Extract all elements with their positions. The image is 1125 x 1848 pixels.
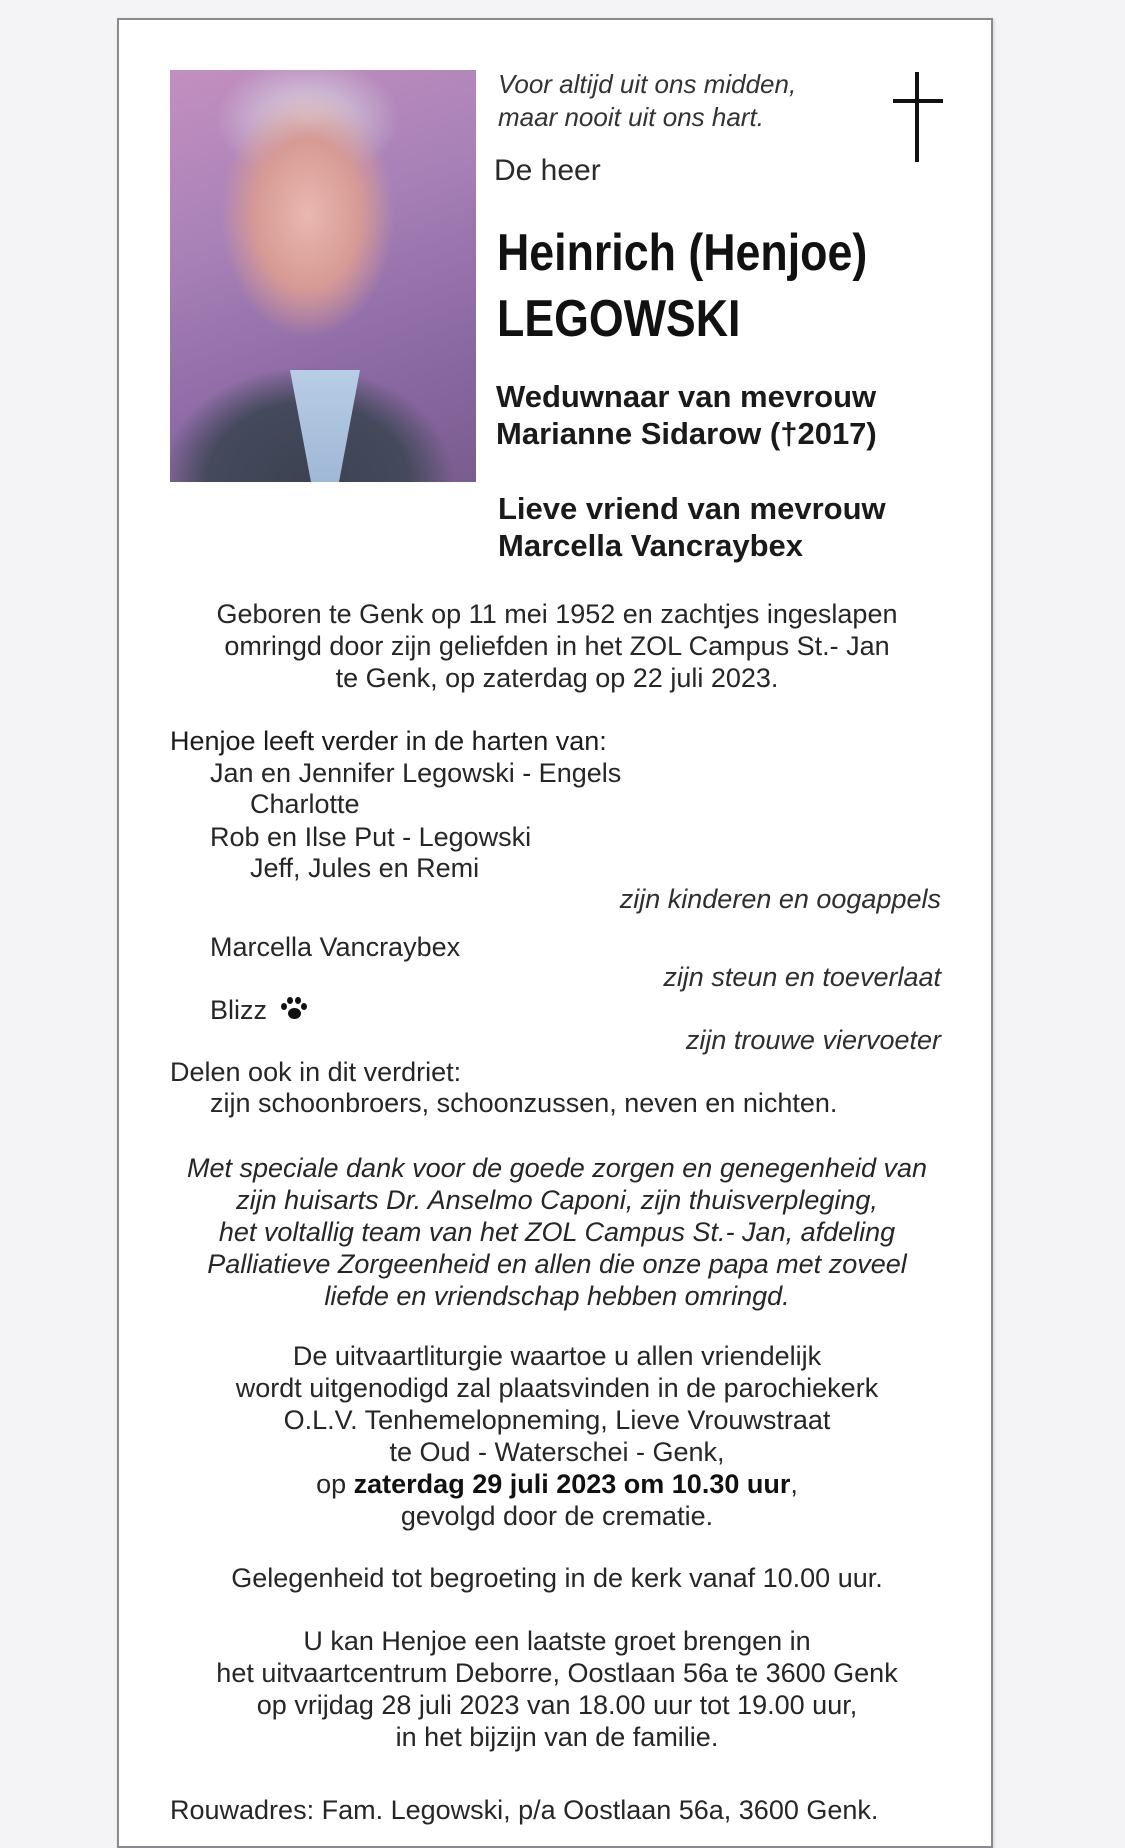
liturgy-line-2: wordt uitgenodigd zal plaatsvinden in de parochiekerk — [235, 1373, 879, 1403]
mourning-address: Rouwadres: Fam. Legowski, p/a Oostlaan 56a, 3600 Genk. — [170, 1795, 879, 1825]
last-name: LEGOWSKI — [497, 290, 741, 348]
born-line-3: te Genk, op zaterdag op 22 juli 2023. — [335, 663, 779, 693]
birth-death-text — [119, 598, 995, 694]
thanks-line-3: het voltallig team van het ZOL Campus St.- Jan, afdeling — [218, 1217, 896, 1247]
liturgy-date-suffix: , — [790, 1469, 798, 1499]
liturgy-line-5 — [119, 1468, 995, 1500]
born-line-2: omringd door zijn geliefden in het ZOL Campus St.- Jan — [224, 631, 890, 661]
liturgy-line-6: gevolgd door de crematie. — [400, 1501, 714, 1531]
family-grandchild-2: Jeff, Jules en Remi — [250, 853, 480, 883]
liturgy-line-3: O.L.V. Tenhemelopneming, Lieve Vrouwstraat — [283, 1405, 831, 1435]
farewell-line-4: in het bijzijn van de familie. — [395, 1722, 719, 1752]
friend-statement — [498, 490, 886, 564]
friend-line-2: Marcella Vancraybex — [498, 528, 804, 563]
portrait-shirt — [290, 370, 360, 482]
greeting-text: Gelegenheid tot begroeting in de kerk vanaf 10.00 uur. — [231, 1563, 883, 1593]
liturgy-line-1: De uitvaartliturgie waartoe u allen vriendelijk — [292, 1341, 822, 1371]
born-line-1: Geboren te Genk op 11 mei 1952 en zachtjes ingeslapen — [216, 599, 898, 629]
liturgy-date: zaterdag 29 juli 2023 om 10.30 uur — [353, 1469, 791, 1499]
farewell-line-1: U kan Henjoe een laatste groet brengen in — [303, 1626, 811, 1656]
widower-statement — [496, 378, 877, 452]
family-children-1: Jan en Jennifer Legowski - Engels — [210, 758, 622, 788]
farewell-line-3: op vrijdag 28 juli 2023 van 18.00 uur tot 19.00 uur, — [256, 1690, 858, 1720]
motto-line-1: Voor altijd uit ons midden, — [498, 69, 797, 99]
paw-icon — [281, 997, 307, 1021]
thanks-line-1: Met speciale dank voor de goede zorgen en genegenheid van — [186, 1153, 928, 1183]
share-list: zijn schoonbroers, schoonzussen, neven en nichten. — [210, 1088, 838, 1118]
family-grandchild-1: Charlotte — [250, 789, 360, 819]
liturgy-line-4: te Oud - Waterschei - Genk, — [389, 1437, 725, 1467]
family-pet-row — [210, 994, 307, 1026]
liturgy-date-prefix: op — [316, 1469, 354, 1499]
motto — [498, 68, 878, 134]
role-pet: zijn trouwe viervoeter — [685, 1025, 941, 1055]
first-name: Heinrich (Henjoe) — [497, 224, 868, 282]
honorific: De heer — [494, 154, 601, 187]
friend-line-1: Lieve vriend van mevrouw — [498, 491, 886, 526]
motto-line-2: maar nooit uit ons hart. — [498, 102, 764, 132]
thanks-line-4: Palliatieve Zorgeenheid en allen die onze papa met zoveel — [207, 1249, 907, 1279]
thanks-line-5: liefde en vriendschap hebben omringd. — [324, 1281, 790, 1311]
farewell-text — [119, 1625, 995, 1753]
family-children-2: Rob en Ilse Put - Legowski — [210, 822, 532, 852]
obituary-card — [117, 18, 993, 1848]
family-intro: Henjoe leeft verder in de harten van: — [170, 726, 607, 756]
widower-line-1: Weduwnaar van mevrouw — [496, 379, 877, 414]
thanks-text — [119, 1152, 995, 1312]
family-pet: Blizz — [210, 995, 268, 1025]
thanks-line-2: zijn huisarts Dr. Anselmo Caponi, zijn thuisverpleging, — [236, 1185, 878, 1215]
family-partner: Marcella Vancraybex — [210, 932, 461, 962]
farewell-line-2: het uitvaartcentrum Deborre, Oostlaan 56a te 3600 Genk — [216, 1658, 898, 1688]
share-intro: Delen ook in dit verdriet: — [170, 1057, 462, 1087]
portrait-photo — [170, 70, 476, 482]
role-children: zijn kinderen en oogappels — [619, 884, 941, 914]
role-partner: zijn steun en toeverlaat — [663, 962, 941, 992]
deceased-name — [497, 220, 910, 352]
widower-line-2: Marianne Sidarow (†2017) — [496, 416, 877, 451]
cross-icon — [893, 72, 943, 162]
liturgy-text — [119, 1340, 995, 1532]
